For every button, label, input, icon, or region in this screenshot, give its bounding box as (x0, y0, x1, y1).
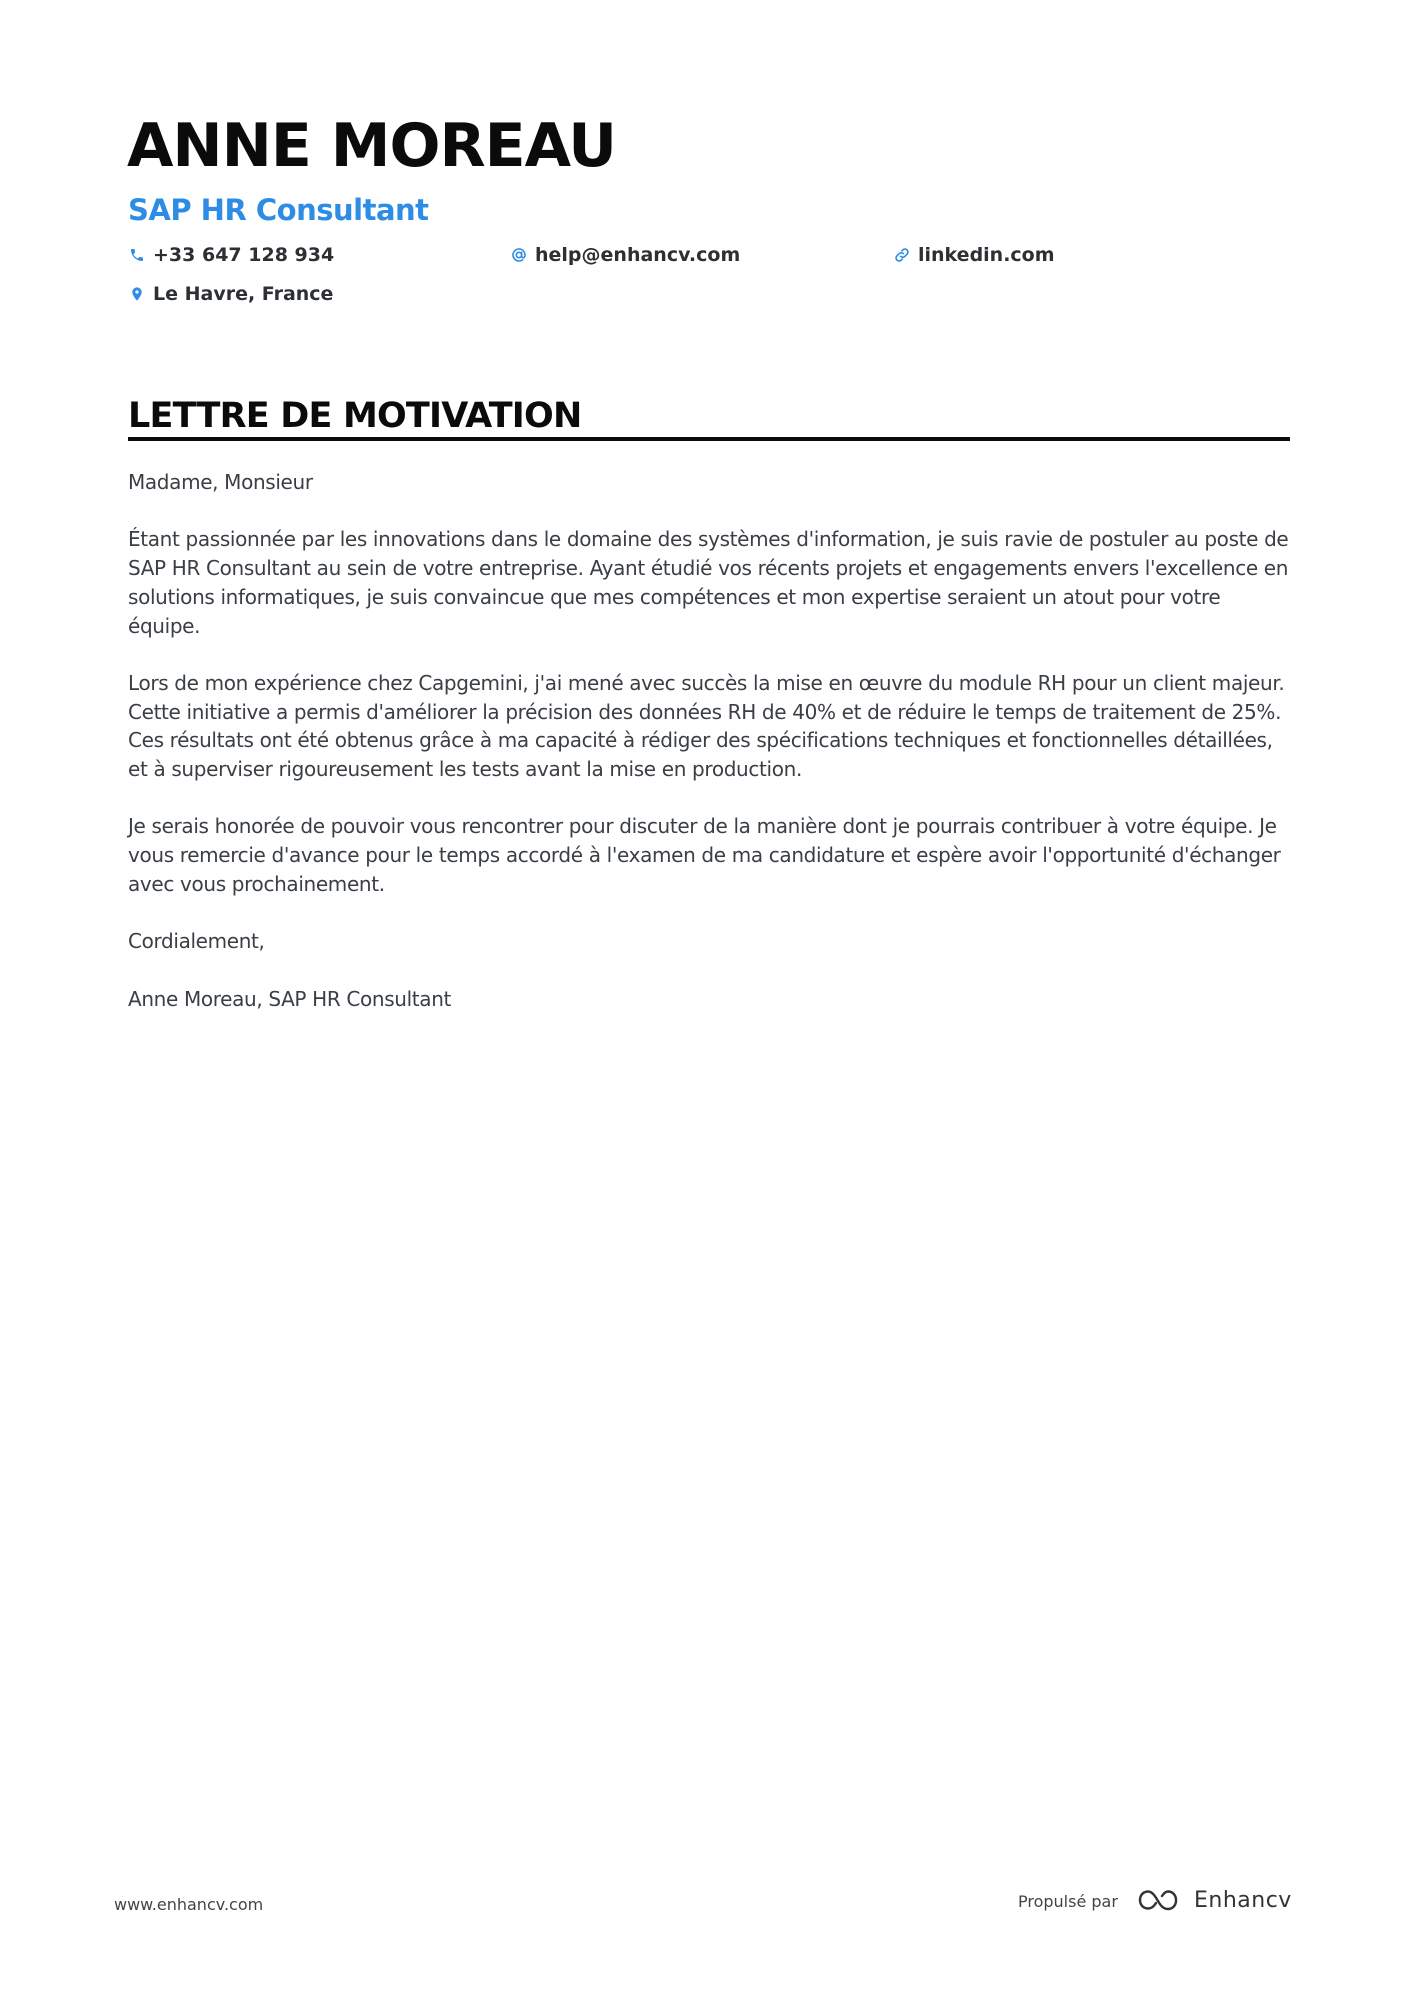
section-divider (128, 437, 1290, 441)
email-text[interactable]: help@enhancv.com (535, 244, 741, 266)
letter-paragraph: Je serais honorée de pouvoir vous rencontrer pour discuter de la manière dont je pourrais contribuer à votre équipe. Je vous remercie d'avance pour le temps accordé à l'examen de ma candidature et espère avoir l'opportunité d'échanger avec vous prochainement. (128, 814, 1281, 896)
footer-url[interactable]: www.enhancv.com (114, 1895, 264, 1914)
letter-greeting: Madame, Monsieur (128, 470, 313, 494)
contact-email[interactable] (510, 243, 740, 267)
enhancv-logo-icon (1136, 1886, 1182, 1914)
letter-paragraph: Lors de mon expérience chez Capgemini, j'ai mené avec succès la mise en œuvre du module RH pour un client majeur. Cette initiative a permis d'améliorer la précision des données RH de 40% et de réduire le temps de traitement de 25%. Ces résultats ont été obtenus grâce à ma capacité à rédiger des spécifications techniques et fonctionnelles détaillées, et à superviser rigoureusement les tests avant la mise en production. (128, 670, 1285, 781)
at-icon (510, 246, 528, 264)
letter-body (128, 468, 1293, 1042)
applicant-role: SAP HR Consultant (128, 193, 429, 227)
contact-linkedin[interactable] (893, 243, 1055, 267)
phone-text: +33 647 128 934 (153, 244, 335, 266)
contact-phone (128, 243, 334, 267)
location-text: Le Havre, France (153, 283, 334, 305)
linkedin-text[interactable]: linkedin.com (918, 244, 1055, 266)
section-title: LETTRE DE MOTIVATION (128, 396, 582, 436)
letter-paragraph: Étant passionnée par les innovations dans le domaine des systèmes d'information, je suis ravie de postuler au poste de SAP HR Consultant au sein de votre entreprise. Ayant étudié vos récents projets et engagements envers l'excellence en solutions informatiques, je suis convaincue que mes compétences et mon expertise seraient un atout pour votre équipe. (128, 527, 1289, 638)
footer-brand[interactable] (1136, 1886, 1292, 1914)
footer-powered-by: Propulsé par (1018, 1892, 1118, 1911)
location-pin-icon (128, 285, 146, 303)
link-icon (893, 246, 911, 264)
letter-closing: Cordialement, (128, 929, 265, 954)
letter-signature: Anne Moreau, SAP HR Consultant (128, 986, 452, 1011)
footer-brand-name: Enhancv (1194, 1887, 1292, 1913)
contact-location (128, 282, 333, 306)
phone-icon (128, 246, 146, 264)
applicant-name: ANNE MOREAU (127, 111, 616, 181)
